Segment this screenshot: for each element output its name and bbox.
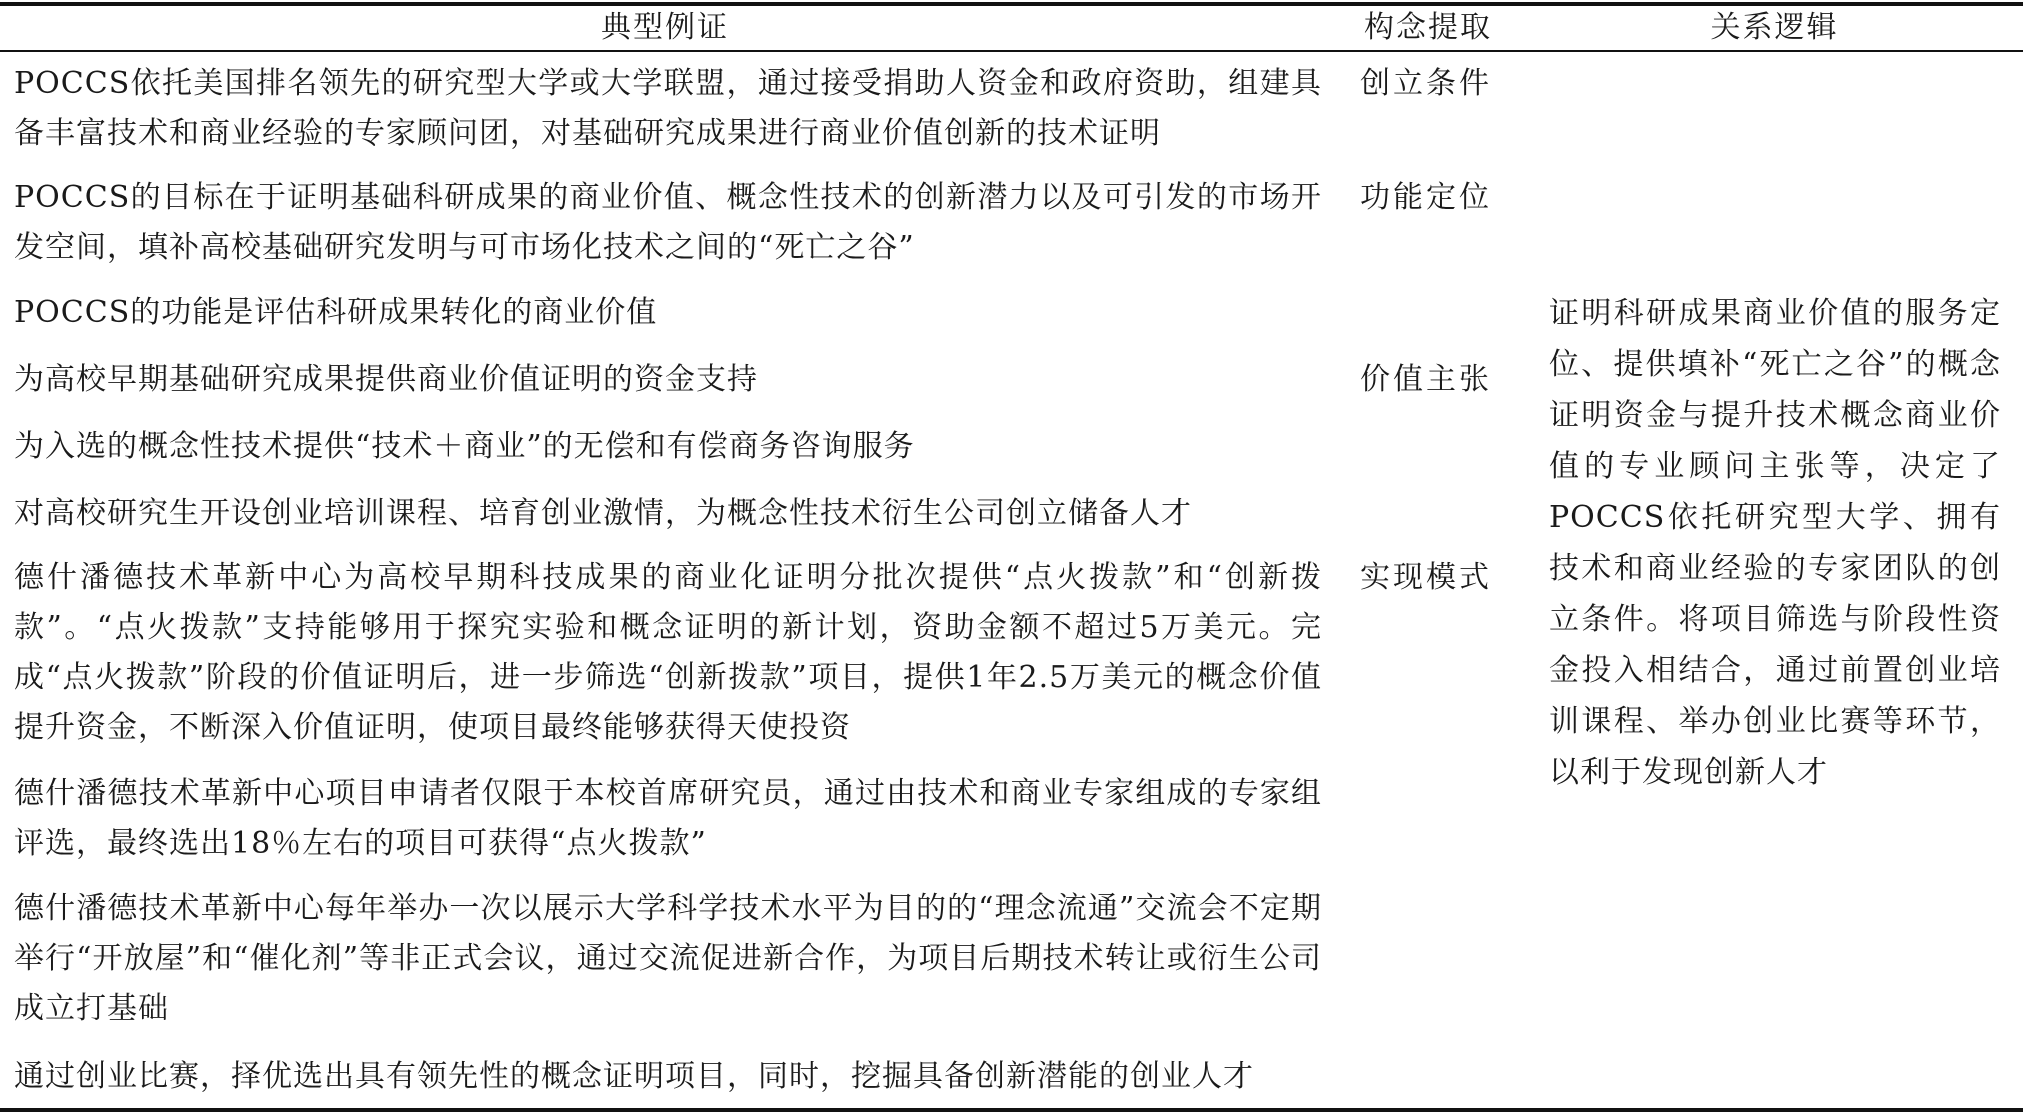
- concept-implementation-mode: 实现模式: [1360, 560, 1492, 595]
- example-row-4: 为高校早期基础研究成果提供商业价值证明的资金支持: [14, 362, 758, 397]
- example-row-2: POCCS的目标在于证明基础科研成果的商业价值、概念性技术的创新潜力以及可引发的市场开发空间，填补高校基础研究发明与可市场化技术之间的“死亡之谷”: [14, 180, 1322, 265]
- example-row-1: POCCS依托美国排名领先的研究型大学或大学联盟，通过接受捐助人资金和政府资助，组建具备丰富技术和商业经验的专家顾问团，对基础研究成果进行商业价值创新的技术证明: [14, 66, 1322, 151]
- header-construct-extraction: 构念提取: [1364, 10, 1492, 45]
- header-typical-examples: 典型例证: [601, 10, 729, 45]
- example-row-10: 通过创业比赛，择优选出具有领先性的概念证明项目，同时，挖掘具备创新潜能的创业人才: [14, 1059, 1254, 1094]
- table-header-rule: [0, 50, 2023, 52]
- example-row-9: 德什潘德技术革新中心每年举办一次以展示大学科学技术水平为目的的“理念流通”交流会不定期举行“开放屋”和“催化剂”等非正式会议，通过交流促进新合作，为项目后期技术转让或衍生公司成立打基础: [14, 891, 1322, 1026]
- table-bottom-rule: [0, 1108, 2023, 1112]
- relationship-logic-text: 证明科研成果商业价值的服务定位、提供填补“死亡之谷”的概念证明资金与提升技术概念商业价值的专业顾问主张等，决定了POCCS依托研究型大学、拥有技术和商业经验的专家团队的创立条件。将项目筛选与阶段性资金投入相结合，通过前置创业培训课程、举办创业比赛等环节，以利于发现创新人才: [1549, 296, 2001, 790]
- header-relationship-logic: 关系逻辑: [1710, 10, 1839, 45]
- concept-founding-conditions: 创立条件: [1360, 66, 1492, 101]
- example-row-6: 对高校研究生开设创业培训课程、培育创业激情，为概念性技术衍生公司创立储备人才: [14, 496, 1192, 531]
- example-row-5: 为入选的概念性技术提供“技术＋商业”的无偿和有偿商务咨询服务: [14, 429, 915, 464]
- example-row-8: 德什潘德技术革新中心项目申请者仅限于本校首席研究员，通过由技术和商业专家组成的专家组评选，最终选出18％左右的项目可获得“点火拨款”: [14, 776, 1322, 861]
- example-row-7: 德什潘德技术革新中心为高校早期科技成果的商业化证明分批次提供“点火拨款”和“创新拨款”。“点火拨款”支持能够用于探究实验和概念证明的新计划，资助金额不超过5万美元。完成“点火拨款”阶段的价值证明后，进一步筛选“创新拨款”项目，提供1年2.5万美元的概念价值提升资金，不断深入价值证明，使项目最终能够获得天使投资: [14, 560, 1322, 745]
- concept-functional-positioning: 功能定位: [1360, 180, 1492, 215]
- concept-value-proposition: 价值主张: [1360, 362, 1492, 397]
- example-row-3: POCCS的功能是评估科研成果转化的商业价值: [14, 295, 658, 330]
